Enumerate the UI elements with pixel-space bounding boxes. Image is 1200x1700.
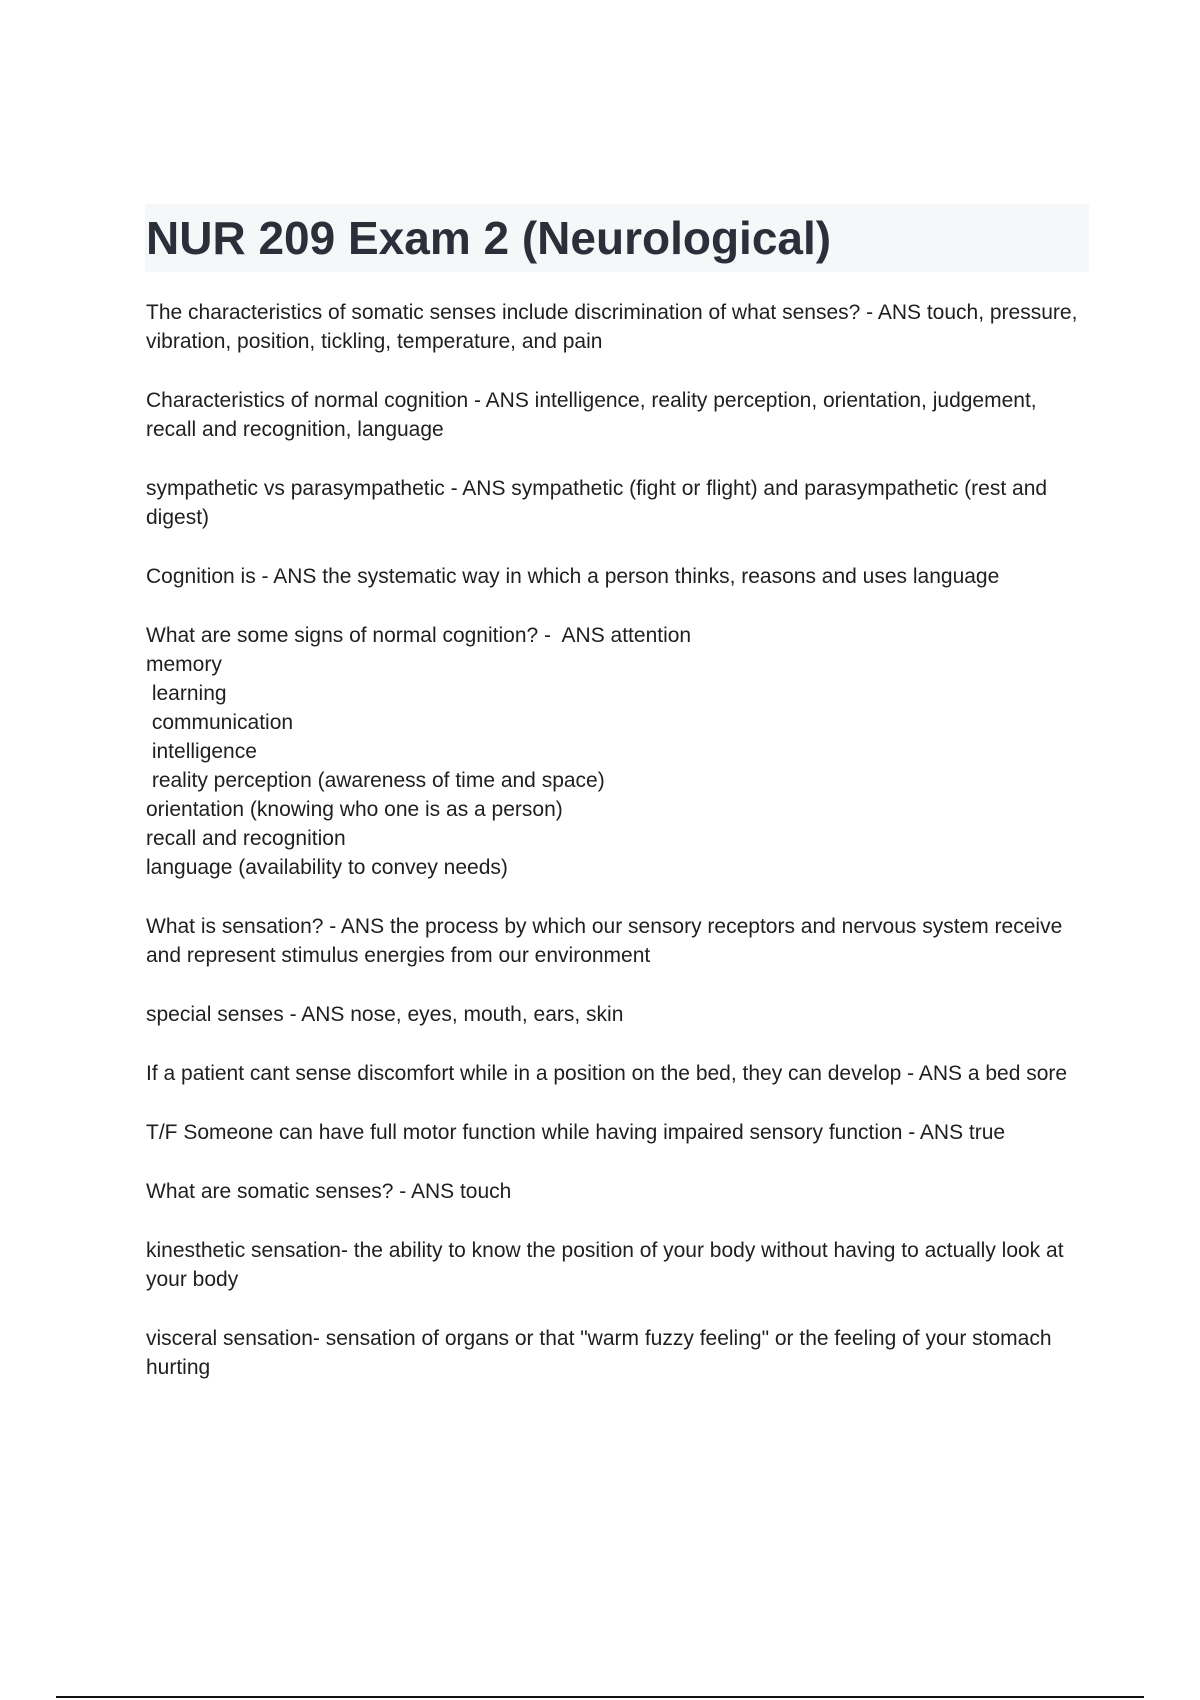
qa-text: T/F Someone can have full motor function while having impaired sensory function - ANS true: [146, 1121, 1006, 1144]
qa-text: What are somatic senses? - ANS touch: [146, 1180, 512, 1203]
qa-item-true-false: [146, 1118, 1086, 1147]
qa-item-special-senses: [146, 1000, 1086, 1029]
qa-text: Characteristics of normal cognition - ANS intelligence, reality perception, orientation, judgement, recall and recognition, language: [146, 389, 1037, 441]
qa-item-bed-sore: [146, 1059, 1086, 1088]
qa-item-kinesthetic: [146, 1236, 1086, 1294]
qa-line: reality perception (awareness of time and space): [146, 769, 605, 792]
qa-text: visceral sensation- sensation of organs or that "warm fuzzy feeling" or the feeling of your stomach hurting: [146, 1327, 1052, 1379]
qa-text: special senses - ANS nose, eyes, mouth, ears, skin: [146, 1003, 624, 1026]
qa-line: learning: [146, 682, 227, 705]
qa-line: intelligence: [146, 740, 257, 763]
qa-text: What is sensation? - ANS the process by which our sensory receptors and nervous system receive and represent stimulus energies from our environment: [146, 915, 1063, 967]
qa-item-normal-cognition: [146, 386, 1086, 444]
document-title: NUR 209 Exam 2 (Neurological): [146, 212, 832, 264]
qa-text: Cognition is - ANS the systematic way in which a person thinks, reasons and uses language: [146, 565, 1000, 588]
qa-line: What are some signs of normal cognition? - ANS attention: [146, 624, 692, 647]
qa-text: The characteristics of somatic senses include discrimination of what senses? - ANS touch, pressure, vibration, position, tickling, temperature, and pain: [146, 301, 1078, 353]
qa-item-somatic-senses: [146, 1177, 1086, 1206]
footer-divider: [56, 1696, 1144, 1698]
qa-item-signs-of-cognition: [146, 621, 1086, 882]
qa-text: sympathetic vs parasympathetic - ANS sympathetic (fight or flight) and parasympathetic (rest and digest): [146, 477, 1048, 529]
qa-item-visceral: [146, 1324, 1086, 1382]
qa-item-cognition-is: [146, 562, 1086, 591]
qa-line: recall and recognition: [146, 827, 346, 850]
qa-line: memory: [146, 653, 222, 676]
qa-line: orientation (knowing who one is as a person): [146, 798, 563, 821]
qa-item-somatic-discrimination: [146, 298, 1086, 356]
qa-text: If a patient cant sense discomfort while in a position on the bed, they can develop - ANS a bed sore: [146, 1062, 1068, 1085]
qa-line: language (availability to convey needs): [146, 856, 508, 879]
qa-item-sympathetic: [146, 474, 1086, 532]
qa-text: kinesthetic sensation- the ability to know the position of your body without having to actually look at your body: [146, 1239, 1064, 1291]
qa-line: communication: [146, 711, 294, 734]
qa-item-sensation: [146, 912, 1086, 970]
document-content: [146, 298, 1086, 1412]
